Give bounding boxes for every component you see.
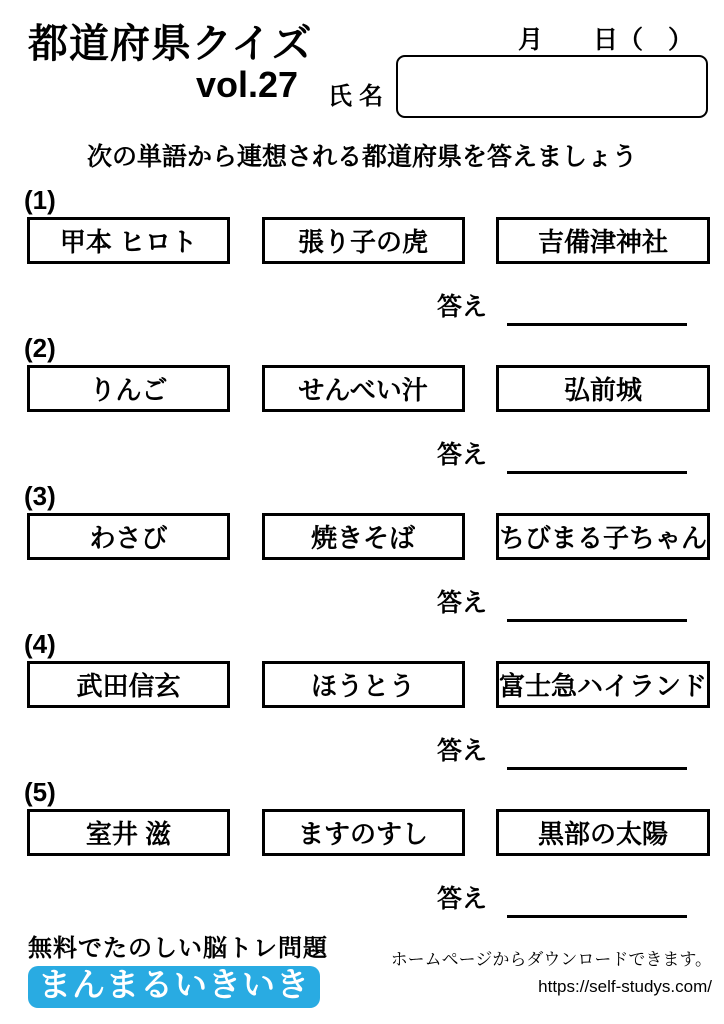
volume-label: vol.27 — [196, 64, 299, 105]
hint-text: 黒部の太陽 — [537, 819, 668, 849]
name-input-box[interactable] — [396, 55, 708, 118]
question-2 — [0, 333, 724, 474]
question-number: (5) — [24, 777, 56, 807]
question-list — [0, 185, 724, 918]
hint-row — [27, 661, 710, 708]
hint-box — [496, 365, 710, 412]
hint-box — [27, 217, 230, 264]
hint-box — [27, 809, 230, 856]
question-number: (4) — [24, 629, 56, 659]
hint-row — [27, 217, 710, 264]
hint-text: 富士急ハイランド — [499, 671, 708, 701]
question-number: (3) — [24, 481, 56, 511]
answer-label: 答え — [436, 737, 487, 765]
answer-label: 答え — [436, 885, 487, 913]
hint-box — [262, 217, 465, 264]
hint-box — [27, 513, 230, 560]
download-note: ホームページからダウンロードできます。 — [390, 950, 712, 969]
answer-row — [0, 422, 687, 474]
question-4 — [0, 629, 724, 770]
answer-label: 答え — [436, 441, 487, 469]
answer-blank-line[interactable] — [507, 323, 687, 326]
answer-blank-line[interactable] — [507, 471, 687, 474]
hint-box — [262, 661, 465, 708]
hint-text: 焼きそば — [310, 523, 415, 553]
hint-text: りんご — [89, 375, 168, 405]
hint-text: ますのすし — [297, 819, 428, 849]
answer-blank-line[interactable] — [507, 767, 687, 770]
brand-logo-badge: まんまるいきいき — [28, 966, 320, 1008]
question-1 — [0, 185, 724, 326]
hint-text: せんべい汁 — [298, 375, 428, 405]
answer-row — [0, 866, 687, 918]
hint-text: 張り子の虎 — [297, 227, 428, 257]
hint-box — [496, 513, 710, 560]
hint-text: 吉備津神社 — [537, 227, 668, 257]
hint-row — [27, 513, 710, 560]
date-line: 月 日（ ） — [518, 26, 694, 54]
footer-download-block — [391, 946, 712, 1000]
hint-text: 弘前城 — [563, 375, 642, 405]
hint-box — [27, 365, 230, 412]
instruction: 次の単語から連想される都道府県を答えましょう — [86, 143, 637, 171]
hint-text: わさび — [89, 523, 168, 553]
answer-row — [0, 570, 687, 622]
hint-box — [496, 809, 710, 856]
answer-blank-line[interactable] — [507, 619, 687, 622]
answer-blank-line[interactable] — [507, 915, 687, 918]
answer-label: 答え — [436, 293, 487, 321]
question-5 — [0, 777, 724, 918]
answer-row — [0, 274, 687, 326]
footer-tagline: 無料でたのしい脳トレ問題 — [28, 935, 328, 962]
answer-label: 答え — [436, 589, 487, 617]
hint-row — [27, 809, 710, 856]
hint-box — [262, 513, 465, 560]
hint-row — [27, 365, 710, 412]
question-number: (2) — [24, 333, 56, 363]
page-title: 都道府県クイズ — [28, 22, 313, 66]
hint-text: 武田信玄 — [76, 671, 181, 701]
hint-box — [262, 365, 465, 412]
hint-box — [262, 809, 465, 856]
hint-text: 甲本 ヒロト — [59, 227, 198, 257]
hint-box — [27, 661, 230, 708]
hint-box — [496, 217, 710, 264]
hint-text: ちびまる子ちゃん — [499, 523, 708, 553]
site-url: https://self-studys.com/ — [538, 977, 712, 997]
hint-box — [496, 661, 710, 708]
header — [0, 0, 724, 130]
name-label: 氏名 — [328, 83, 390, 110]
question-3 — [0, 481, 724, 622]
hint-text: 室井 滋 — [85, 819, 172, 849]
footer-brand-block — [28, 928, 328, 1008]
hint-text: ほうとう — [310, 671, 415, 701]
question-number: (1) — [24, 185, 56, 215]
answer-row — [0, 718, 687, 770]
